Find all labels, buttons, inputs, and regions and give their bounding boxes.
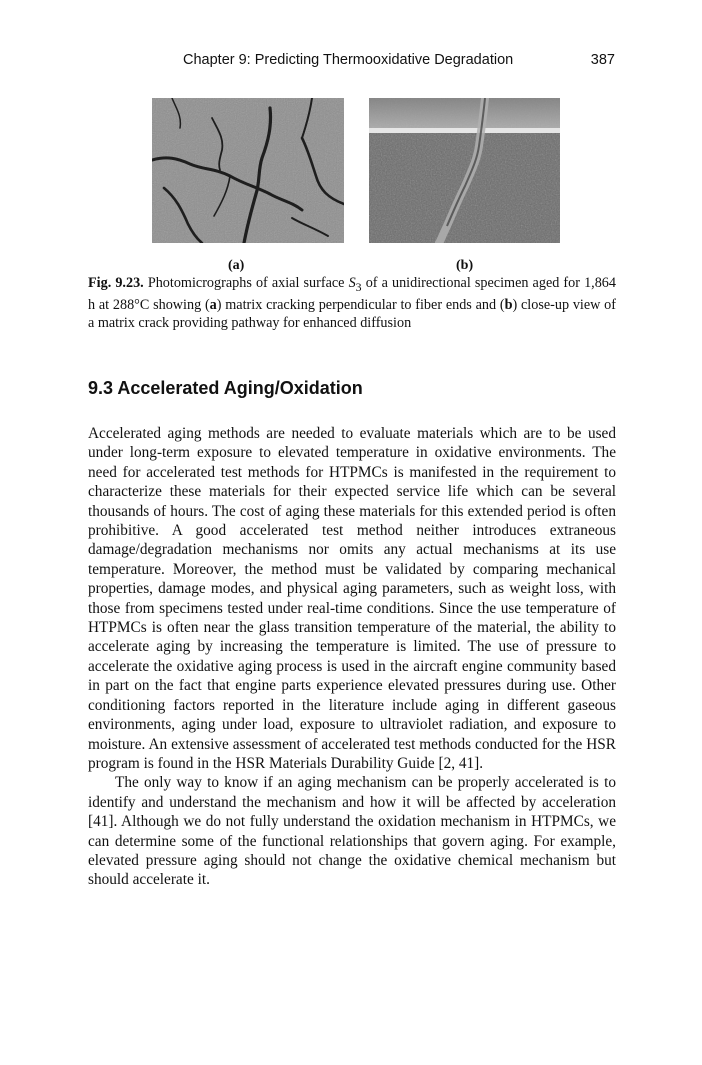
- figure-caption: Fig. 9.23. Photomicrographs of axial surface $S_3$ of a unidirectional specimen aged for 1,864 h at 288°C showing (a) matrix cracking perpendicular to fiber ends and (b) close-up view of a matrix crack providing pathway for enhanced diffusion: [88, 275, 616, 331]
- section-heading: 9.3 Accelerated Aging/Oxidation: [88, 378, 363, 398]
- paragraph: The only way to know if an aging mechanism can be properly accelerated is to identify and understand the mechanism and how it will be affected by acceleration [41]. Although we do not fully understand the oxidation mechanism in HTPMCs, we can determine some of the functional relationships that govern aging. For example, elevated pressure aging should not change the oxidative chemical mechanism but should accelerate it.: [88, 774, 616, 889]
- photomicrograph-b: [369, 98, 560, 243]
- paragraph: Accelerated aging methods are needed to evaluate materials which are to be used under long-term exposure to elevated temperature in oxidative environments. The need for accelerated test methods for HTPMCs is manifested in the requirement to characterize these materials for their expected service life which can be several thousands of hours. The cost of aging these materials for this extended period is often prohibitive. A good accelerated test method neither introduces extraneous damage/degradation mechanisms nor omits any actual mechanisms at its use temperature. Moreover, the method must be validated by comparing mechanical properties, damage modes, and physical aging parameters, such as weight loss, with those from specimens tested under real-time conditions. Since the use temperature of HTPMCs is often near the glass transition temperature of the material, the ability to accelerate aging by increasing the temperature is limited. The use of pressure to accelerate the oxidative aging process is used in the aircraft engine community based in part on the fact that engine parts experience elevated pressures during use. Other conditioning factors reported in the literature include aging in different gaseous environments, aging under load, exposure to ultraviolet radiation, and exposure to moisture. An extensive assessment of accelerated test methods conducted for the HSR program is found in the HSR Materials Durability Guide [2, 41].: [88, 425, 616, 772]
- page-number: 387: [590, 52, 615, 68]
- caption-label: Fig. 9.23.: [88, 275, 144, 291]
- running-header: [183, 52, 615, 68]
- subfigure-label-b: (b): [456, 258, 474, 273]
- photomicrograph-a: [152, 98, 344, 243]
- caption-symbol: S: [348, 275, 356, 291]
- body-text: [88, 424, 616, 890]
- subfigure-label-a: (a): [228, 258, 245, 273]
- chapter-title: Chapter 9: Predicting Thermooxidative Degradation: [183, 52, 514, 68]
